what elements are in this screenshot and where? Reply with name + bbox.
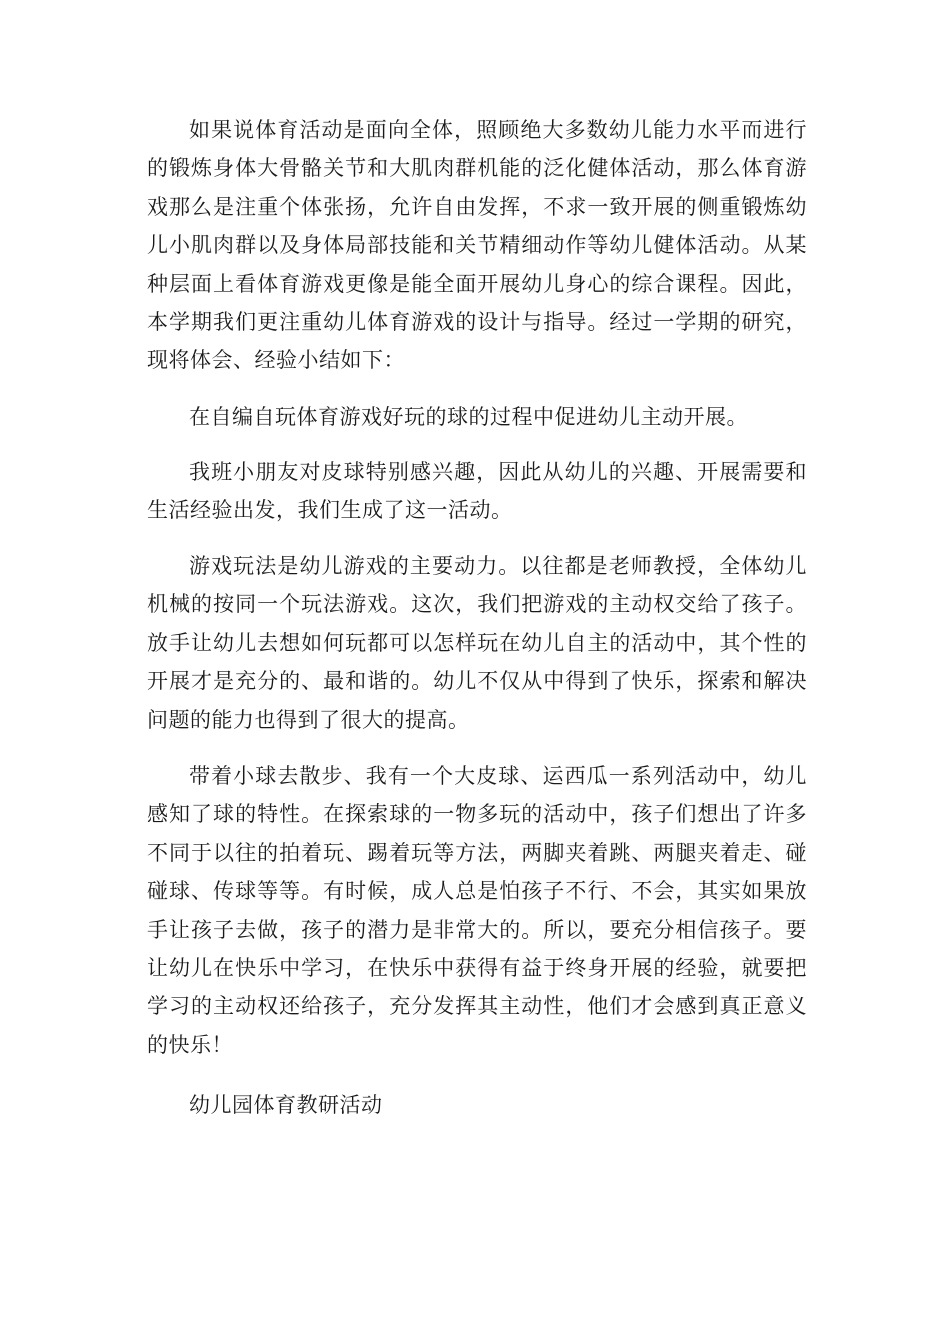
paragraph-ball-activities: 带着小球去散步、我有一个大皮球、运西瓜一系列活动中，幼儿感知了球的特性。在探索球的一物多玩的活动中，孩子们想出了许多不同于以往的拍着玩、踢着玩等方法，两脚夹着跳、两腿夹着走、碰碰球、传球等等。有时候，成人总是怕孩子不行、不会，其实如果放手让孩子去做，孩子的潜力是非常大的。所以，要充分相信孩子。要让幼儿在快乐中学习，在快乐中获得有益于终身开展的经验，就要把学习的主动权还给孩子，充分发挥其主动性，他们才会感到真正意义的快乐！ (147, 764, 807, 1057)
paragraph-subtitle: 在自编自玩体育游戏好玩的球的过程中促进幼儿主动开展。 (189, 405, 748, 429)
paragraph-heading-next: 幼儿园体育教研活动 (189, 1093, 383, 1117)
paragraph-intro: 如果说体育活动是面向全体，照顾绝大多数幼儿能力水平而进行的锻炼身体大骨骼关节和大肌肉群机能的泛化健体活动，那么体育游戏那么是注重个体张扬，允许自由发挥，不求一致开展的侧重锻炼幼儿小肌肉群以及身体局部技能和关节精细动作等幼儿健体活动。从某种层面上看体育游戏更像是能全面开展幼儿身心的综合课程。因此，本学期我们更注重幼儿体育游戏的设计与指导。经过一学期的研究，现将体会、经验小结如下： (147, 118, 807, 373)
paragraph-gameplay: 游戏玩法是幼儿游戏的主要动力。以往都是老师教授，全体幼儿机械的按同一个玩法游戏。这次，我们把游戏的主动权交给了孩子。放手让幼儿去想如何玩都可以怎样玩在幼儿自主的活动中，其个性的开展才是充分的、最和谐的。幼儿不仅从中得到了快乐，探索和解决问题的能力也得到了很大的提高。 (147, 554, 807, 732)
paragraph-interest: 我班小朋友对皮球特别感兴趣，因此从幼儿的兴趣、开展需要和生活经验出发，我们生成了这一活动。 (147, 460, 807, 523)
